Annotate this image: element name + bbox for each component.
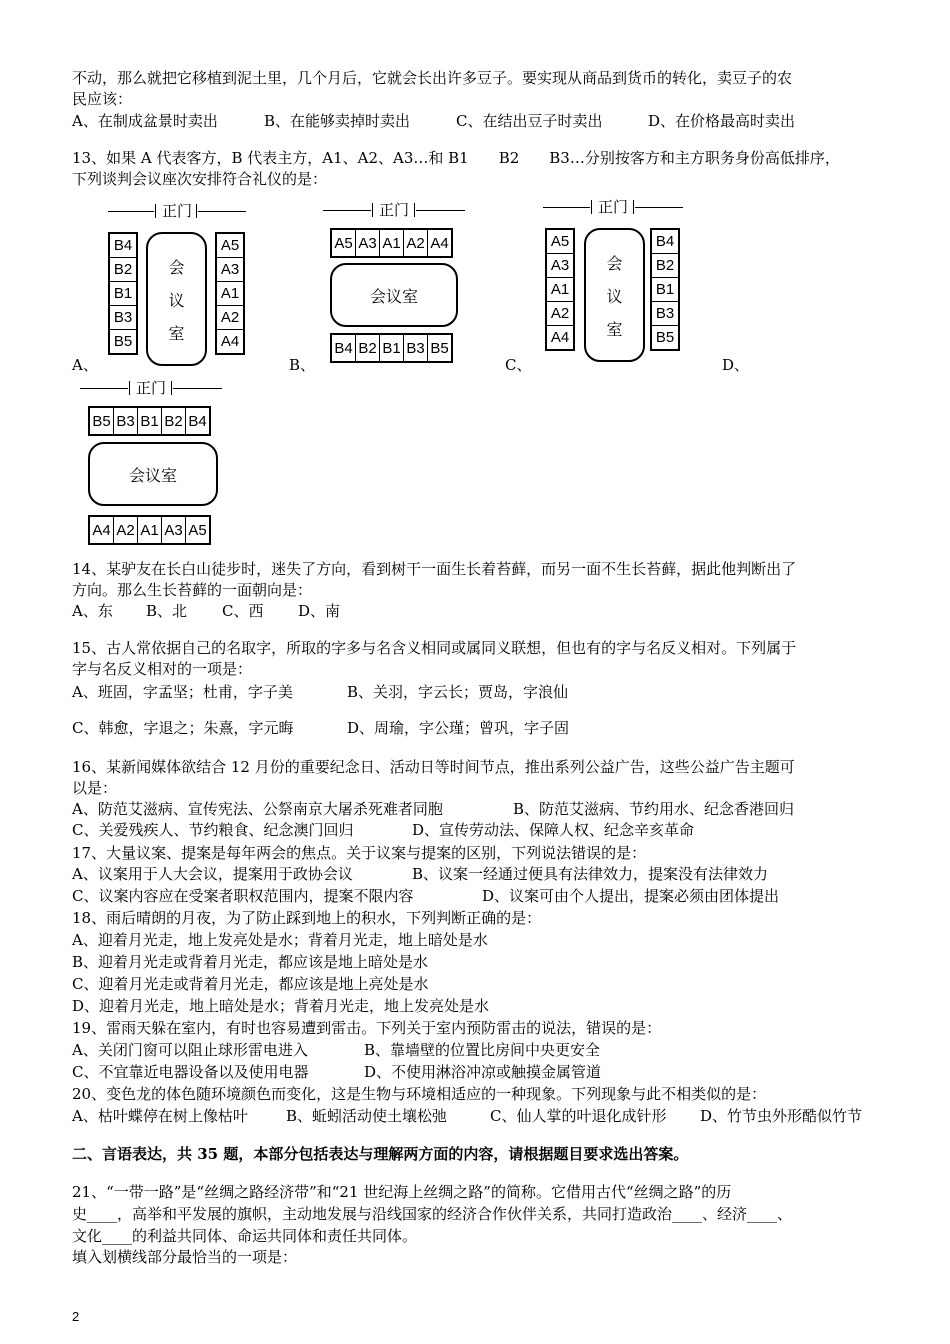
q21-line3: 文化____的利益共同体、命运共同体和责任共同体。 — [72, 1227, 418, 1245]
diagram-c-right-seats — [650, 228, 680, 351]
q20-option-b: B、蚯蚓活动使土壤松弛 — [286, 1107, 448, 1125]
q15-option-d: D、周瑜，字公瑾；曾巩，字子固 — [347, 719, 570, 737]
diagram-d-room: 会议室 — [88, 442, 218, 506]
q16-option-d: D、宣传劳动法、保障人权、纪念辛亥革命 — [412, 821, 695, 839]
seat: B4 — [188, 412, 207, 430]
seat: B1 — [380, 335, 404, 361]
q12-line1: 不动，那么就把它移植到泥土里，几个月后，它就会长出许多豆子。要实现从商品到货币的转化，卖豆子的农 — [72, 69, 793, 87]
diagram-b-room: 会议室 — [330, 263, 458, 327]
seat: B5 — [90, 408, 114, 434]
q16-option-a: A、防范艾滋病、宣传宪法、公祭南京大屠杀死难者同胞 — [72, 800, 443, 818]
q19-options-row2 — [72, 1062, 601, 1082]
diagram-c-label: C、 — [505, 356, 532, 374]
q16-options-row1 — [72, 799, 794, 819]
q16-line1: 16、某新闻媒体欲结合 12 月份的重要纪念日、活动日等时间节点，推出系列公益广告，这些公益广告主题可 — [72, 758, 795, 776]
q17-options-row2 — [72, 886, 779, 906]
seat: B2 — [652, 254, 678, 278]
seat: B1 — [652, 278, 678, 302]
seat: A3 — [217, 258, 243, 282]
q19-option-a: A、关闭门窗可以阻止球形雷电进入 — [72, 1041, 308, 1059]
seat: A5 — [547, 230, 573, 254]
q15-options-row2 — [72, 718, 569, 738]
q17-option-a: A、议案用于人大会议，提案用于政协会议 — [72, 865, 353, 883]
seat: A1 — [380, 230, 404, 256]
diagram-a-left-seats — [108, 232, 138, 355]
q16-option-c: C、关爱残疾人、节约粮食、纪念澳门回归 — [72, 821, 354, 839]
q15-option-c: C、韩愈，字退之；朱熹，字元晦 — [72, 719, 294, 737]
seat: A2 — [217, 306, 243, 330]
seat: A4 — [90, 517, 114, 543]
diagram-a-label: A、 — [72, 356, 98, 374]
seat: B3 — [114, 408, 138, 434]
q13-line2: 下列谈判会议座次安排符合礼仪的是： — [72, 170, 328, 188]
section2-heading: 二、言语表达，共 35 题，本部分包括表达与理解两方面的内容，请根据题目要求选出答案。 — [72, 1145, 689, 1163]
seat: B5 — [113, 333, 133, 350]
q14-line2: 方向。那么生长苔藓的一面朝向是： — [72, 581, 313, 599]
q20-option-c: C、仙人掌的叶退化成针形 — [490, 1107, 667, 1125]
seat: A2 — [547, 302, 573, 326]
seat: A1 — [138, 517, 162, 543]
diagram-b-label: B、 — [289, 356, 316, 374]
q19-line1: 19、雷雨天躲在室内，有时也容易遭到雷击。下列关于室内预防雷击的说法，错误的是： — [72, 1019, 662, 1037]
seat: A4 — [550, 329, 570, 346]
seat: B1 — [110, 282, 136, 306]
q16-options-row2 — [72, 820, 694, 840]
seat: B3 — [652, 302, 678, 326]
seat: B3 — [404, 335, 428, 361]
q13-line1: 13、如果 A 代表客方，B 代表主方，A1、A2、A3…和 B1 B2 B3…分别按客方和主方职务身份高低排序， — [72, 149, 840, 167]
page-number: 2 — [72, 1309, 80, 1324]
diagram-a-door: 正门 — [108, 201, 246, 221]
q15-line1: 15、古人常依据自己的名取字，所取的字多与名含义相同或属同义联想，但也有的字与名反义相对。下列属于 — [72, 639, 797, 657]
q14-line1: 14、某驴友在长白山徒步时，迷失了方向，看到树干一面生长着苔藓，而另一面不生长苔藓，据此他判断出了 — [72, 560, 797, 578]
diagram-b-bottom-seats — [330, 333, 453, 363]
seat: A3 — [356, 230, 380, 256]
q17-option-d: D、议案可由个人提出，提案必须由团体提出 — [482, 887, 780, 905]
seat: A1 — [547, 278, 573, 302]
q18-line1: 18、雨后晴朗的月夜，为了防止踩到地上的积水，下列判断正确的是： — [72, 909, 542, 927]
seat: B5 — [655, 329, 675, 346]
q12-option-b: B、在能够卖掉时卖出 — [264, 112, 411, 130]
seat: B3 — [110, 306, 136, 330]
diagram-a-room: 会 议 室 — [146, 232, 207, 366]
diagram-b-door: 正门 — [323, 200, 465, 220]
q16-option-b: B、防范艾滋病、节约用水、纪念香港回归 — [513, 800, 795, 818]
q20-option-a: A、枯叶蝶停在树上像枯叶 — [72, 1107, 248, 1125]
q19-option-d: D、不使用淋浴冲凉或触摸金属管道 — [364, 1063, 602, 1081]
diagram-d-door: 正门 — [80, 378, 222, 398]
q12-option-c: C、在结出豆子时卖出 — [456, 112, 603, 130]
q16-line2: 以是： — [72, 779, 118, 797]
seat: A5 — [332, 230, 356, 256]
seat: B1 — [138, 408, 162, 434]
q18-option-a: A、迎着月光走，地上发亮处是水；背着月光走，地上暗处是水 — [72, 931, 488, 949]
q14-options — [72, 601, 340, 621]
seat: A1 — [217, 282, 243, 306]
seat: B2 — [356, 335, 380, 361]
q17-line1: 17、大量议案、提案是每年两会的焦点。关于议案与提案的区别，下列说法错误的是： — [72, 844, 647, 862]
seat: A5 — [217, 234, 243, 258]
q14-option-d: D、南 — [298, 602, 341, 620]
q14-option-a: A、东 — [72, 602, 113, 620]
seat: A2 — [404, 230, 428, 256]
q20-option-d: D、竹节虫外形酷似竹节 — [700, 1107, 863, 1125]
q21-line1: 21、“一带一路”是“丝绸之路经济带”和“21 世纪海上丝绸之路”的简称。它借用古代“丝绸之路”的历 — [72, 1183, 732, 1201]
seat: B2 — [162, 408, 186, 434]
q19-option-b: B、靠墙壁的位置比房间中央更安全 — [364, 1041, 601, 1059]
q21-line4: 填入划横线部分最恰当的一项是： — [72, 1248, 298, 1266]
diagram-d-top-seats — [88, 406, 211, 436]
diagram-c-left-seats — [545, 228, 575, 351]
seat: A4 — [220, 333, 240, 350]
seat: B2 — [110, 258, 136, 282]
q20-options — [72, 1106, 862, 1126]
seat: B4 — [652, 230, 678, 254]
q17-option-b: B、议案一经通过便具有法律效力，提案没有法律效力 — [412, 865, 769, 883]
q12-option-d: D、在价格最高时卖出 — [648, 112, 796, 130]
seat: B4 — [332, 335, 356, 361]
seat: A2 — [114, 517, 138, 543]
q12-line2: 民应该： — [72, 90, 133, 108]
q17-options-row1 — [72, 864, 768, 884]
q19-options-row1 — [72, 1040, 600, 1060]
diagram-c-door: 正门 — [543, 197, 683, 217]
diagram-a-right-seats — [215, 232, 245, 355]
q18-option-c: C、迎着月光走或背着月光走，都应该是地上亮处是水 — [72, 975, 429, 993]
q15-option-a: A、班固，字孟坚；杜甫，字子美 — [72, 683, 293, 701]
seat: A3 — [547, 254, 573, 278]
q15-option-b: B、关羽，字云长；贾岛，字浪仙 — [347, 683, 569, 701]
q14-option-c: C、西 — [222, 602, 264, 620]
diagram-d-bottom-seats — [88, 515, 211, 545]
diagram-b-top-seats — [330, 228, 453, 258]
diagram-c-room: 会 议 室 — [584, 228, 645, 362]
q17-option-c: C、议案内容应在受案者职权范围内，提案不限内容 — [72, 887, 414, 905]
q15-options-row1 — [72, 682, 568, 702]
seat: B4 — [110, 234, 136, 258]
q18-option-b: B、迎着月光走或背着月光走，都应该是地上暗处是水 — [72, 953, 429, 971]
q12-option-a: A、在制成盆景时卖出 — [72, 112, 218, 130]
q12-options — [72, 111, 795, 131]
seat: B5 — [430, 339, 449, 357]
diagram-d-label: D、 — [722, 356, 750, 374]
q18-option-d: D、迎着月光走，地上暗处是水；背着月光走，地上发亮处是水 — [72, 997, 490, 1015]
q20-line1: 20、变色龙的体色随环境颜色而变化，这是生物与环境相适应的一种现象。下列现象与此不相类似的是： — [72, 1085, 767, 1103]
seat: A3 — [162, 517, 186, 543]
q19-option-c: C、不宜靠近电器设备以及使用电器 — [72, 1063, 309, 1081]
seat: A4 — [430, 234, 449, 252]
q21-line2: 史____，高举和平发展的旗帜，主动地发展与沿线国家的经济合作伙伴关系，共同打造政治____、经济____、 — [72, 1205, 793, 1223]
seat: A5 — [188, 521, 207, 539]
q15-line2: 字与名反义相对的一项是： — [72, 660, 253, 678]
q14-option-b: B、北 — [146, 602, 188, 620]
